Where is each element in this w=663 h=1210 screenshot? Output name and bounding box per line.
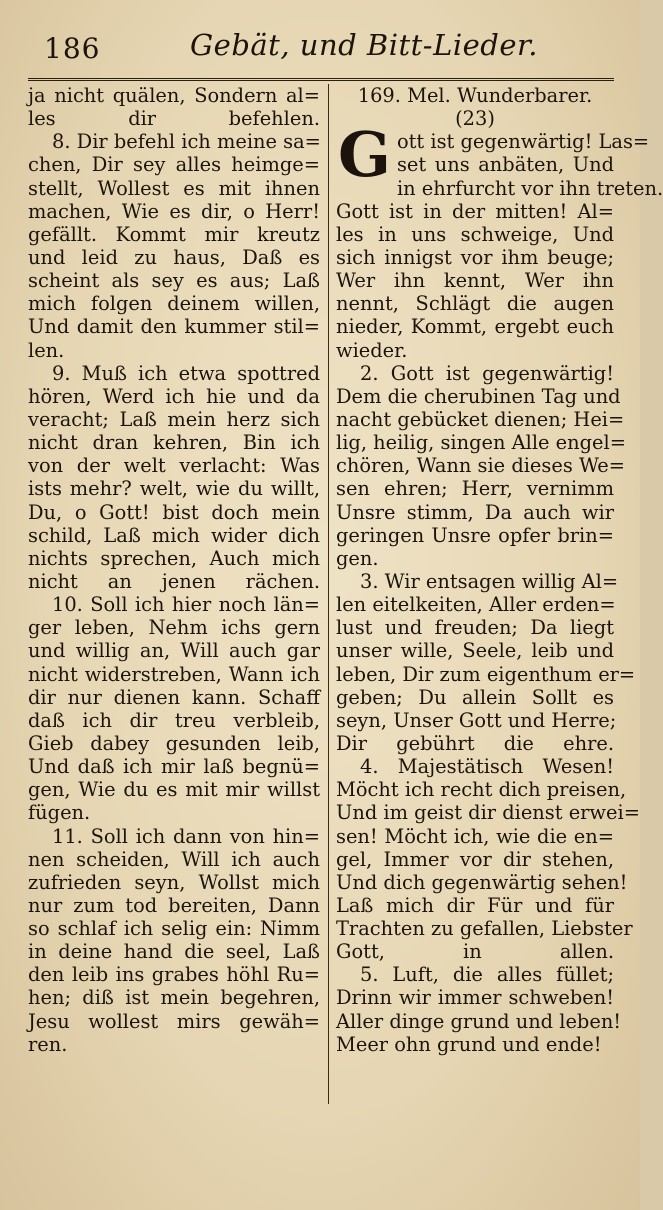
verse-line: chen, Dir sey alles heimge= <box>28 153 320 177</box>
verse-line: veracht; Laß mein herz sich <box>28 407 320 431</box>
verse-line: geben; Du allein Sollt es <box>336 685 614 709</box>
verse-line: Unsre stimm, Da auch wir <box>336 500 614 524</box>
verse-line: schild, Laß mich wider dich <box>28 523 320 547</box>
verse-line: mich folgen deinem willen, <box>28 292 320 316</box>
left-column <box>28 84 320 1056</box>
verse-line: nacht gebücket dienen; Hei= <box>336 407 625 431</box>
verse-line: nicht an jenen rächen. <box>28 569 320 593</box>
verse-line: seyn, Unser Gott und Herre; <box>336 708 617 732</box>
verse-line: dir nur dienen kann. Schaff <box>28 685 320 709</box>
verse-line: 11. Soll ich dann von hin= <box>52 824 320 848</box>
verse-line: ott ist gegenwärtig! Las= <box>396 130 650 154</box>
verse-line: gefällt. Kommt mir kreutz <box>28 222 320 246</box>
verse-line: sich innigst vor ihm beuge; <box>336 245 614 269</box>
verse-line: 9. Muß ich etwa spottred <box>52 361 320 385</box>
verse-line: Und daß ich mir laß begnü= <box>28 755 320 779</box>
verse-line: ger leben, Nehm ichs gern <box>28 616 320 640</box>
verse-line: sen! Möcht ich, wie die en= <box>336 824 614 848</box>
verse-line: daß ich dir treu verbleib, <box>28 708 320 732</box>
verse-line: 2. Gott ist gegenwärtig! <box>360 361 614 385</box>
verse-line: set uns anbäten, Und <box>396 153 614 177</box>
verse-line: Jesu wollest mirs gewäh= <box>28 1009 320 1033</box>
verse-line: gen, Wie du es mit mir willst <box>28 778 320 802</box>
verse-line: nieder, Kommt, ergebt euch <box>336 315 614 339</box>
running-title: Gebät, und Bitt-Lieder. <box>190 28 538 62</box>
verse-line: Gott, in allen. <box>336 940 614 964</box>
verse-line: 5. Luft, die alles füllet; <box>360 963 614 987</box>
verse-line: nicht widerstreben, Wann ich <box>28 662 320 686</box>
verse-line: 10. Soll ich hier noch län= <box>52 593 320 617</box>
verse-line: Gieb dabey gesunden leib, <box>28 731 320 755</box>
verse-line: ren. <box>28 1032 68 1056</box>
verse-line: scheint als sey es aus; Laß <box>28 269 320 293</box>
verse-line: Möcht ich recht dich preisen, <box>336 778 627 802</box>
verse-line: nur zum tod bereiten, Dann <box>28 893 320 917</box>
verse-line: geringen Unsre opfer brin= <box>336 523 614 547</box>
header-rule <box>28 78 614 81</box>
right-column-lines <box>336 176 663 1056</box>
verse-line: les in uns schweige, Und <box>336 222 614 246</box>
verse-line: 4. Majestätisch Wesen! <box>360 755 614 779</box>
verse-line: und leid zu haus, Daß es <box>28 245 320 269</box>
verse-line: fügen. <box>28 801 91 825</box>
verse-line: ists mehr? welt, wie du willt, <box>28 477 320 501</box>
verse-line: wieder. <box>336 338 408 362</box>
verse-line: nichts sprechen, Auch mich <box>28 546 320 570</box>
verse-line: Und damit den kummer stil= <box>28 315 320 339</box>
verse-line: so schlaf ich selig ein: Nimm <box>28 917 320 941</box>
verse-line: ja nicht quälen, Sondern al= <box>28 84 320 107</box>
verse-line: in deine hand die seel, Laß <box>28 940 320 964</box>
hymn-number-subheading: (23) <box>455 107 495 131</box>
verse-line: lig, heilig, singen Alle engel= <box>336 431 626 455</box>
verse-line: gen. <box>336 546 379 570</box>
verse-line: len eitelkeiten, Aller erden= <box>336 593 616 617</box>
hymn-heading: 169. Mel. Wunderbarer. <box>357 84 593 107</box>
verse-line: Laß mich dir Für und für <box>336 893 614 917</box>
verse-line: den leib ins grabes höhl Ru= <box>28 963 320 987</box>
verse-line: 8. Dir befehl ich meine sa= <box>52 130 321 154</box>
verse-line: chören, Wann sie dieses We= <box>336 454 626 478</box>
page-header <box>0 0 640 80</box>
verse-line: von der welt verlacht: Was <box>28 454 320 478</box>
right-column <box>336 84 663 1056</box>
verse-line: Meer ohn grund und ende! <box>336 1032 602 1056</box>
verse-line: Du, o Gott! bist doch mein <box>28 500 320 524</box>
verse-line: len. <box>28 338 65 362</box>
verse-line: stellt, Wollest es mit ihnen <box>28 176 320 200</box>
verse-line: Gott ist in der mitten! Al= <box>336 199 614 223</box>
verse-line: lust und freuden; Da liegt <box>336 616 614 640</box>
verse-line: les dir befehlen. <box>28 107 320 131</box>
initial-letter: G <box>338 118 391 192</box>
verse-line: nennt, Schlägt die augen <box>336 292 614 316</box>
verse-line: 3. Wir entsagen willig Al= <box>360 569 619 593</box>
verse-line: leben, Dir zum eigenthum er= <box>336 662 636 686</box>
verse-line: hören, Werd ich hie und da <box>28 384 320 408</box>
verse-line: gel, Immer vor dir stehen, <box>336 847 614 871</box>
verse-line: machen, Wie es dir, o Herr! <box>28 199 320 223</box>
verse-line: und willig an, Will auch gar <box>28 639 320 663</box>
verse-line: Dem die cherubinen Tag und <box>336 384 621 408</box>
page-number: 186 <box>44 32 101 65</box>
verse-line: hen; diß ist mein begehren, <box>28 986 320 1010</box>
verse-line: unser wille, Seele, leib und <box>336 639 614 663</box>
verse-line: sen ehren; Herr, vernimm <box>336 477 614 501</box>
column-divider <box>328 84 329 1104</box>
verse-line: nen scheiden, Will ich auch <box>28 847 320 871</box>
verse-line: Trachten zu gefallen, Liebster <box>336 917 633 941</box>
verse-line: Und dich gegenwärtig sehen! <box>336 870 628 894</box>
verse-line: Dir gebührt die ehre. <box>336 731 614 755</box>
verse-line: Und im geist dir dienst erwei= <box>336 801 640 825</box>
verse-line: in ehrfurcht vor ihn treten. <box>396 176 663 200</box>
verse-line: nicht dran kehren, Bin ich <box>28 431 320 455</box>
verse-line: zufrieden seyn, Wollst mich <box>28 870 320 894</box>
verse-line: Wer ihn kennt, Wer ihn <box>336 269 614 293</box>
verse-line: Drinn wir immer schweben! <box>336 986 614 1010</box>
verse-line: Aller dinge grund und leben! <box>336 1009 622 1033</box>
